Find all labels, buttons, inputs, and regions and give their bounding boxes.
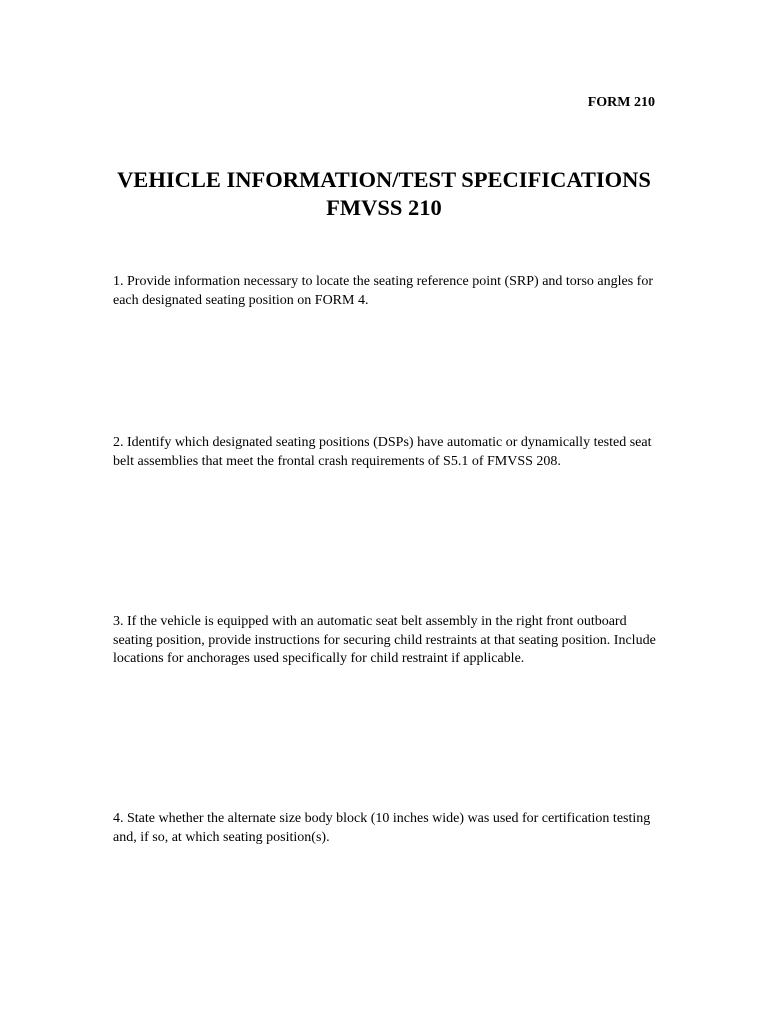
title-line-1: VEHICLE INFORMATION/TEST SPECIFICATIONS	[117, 167, 651, 192]
instruction-item-1: 1. Provide information necessary to locate the seating reference point (SRP) and torso angles for each designated seating position on FORM 4.	[113, 274, 654, 308]
title-line-2: FMVSS 210	[326, 195, 442, 220]
instruction-item-4: 4. State whether the alternate size body block (10 inches wide) was used for certification testing and, if so, at which seating position(s).	[113, 811, 651, 845]
instruction-item-2: 2. Identify which designated seating positions (DSPs) have automatic or dynamically tested seat belt assemblies that meet the frontal crash requirements of S5.1 of FMVSS 208.	[113, 435, 652, 469]
document-title	[0, 166, 768, 222]
form-number-label: FORM 210	[587, 95, 655, 110]
instruction-item-3: 3. If the vehicle is equipped with an automatic seat belt assembly in the right front outboard seating position, provide instructions for securing child restraints at that seating position. Include locations for anchorages used specifically for child restraint if applicable.	[113, 614, 656, 666]
